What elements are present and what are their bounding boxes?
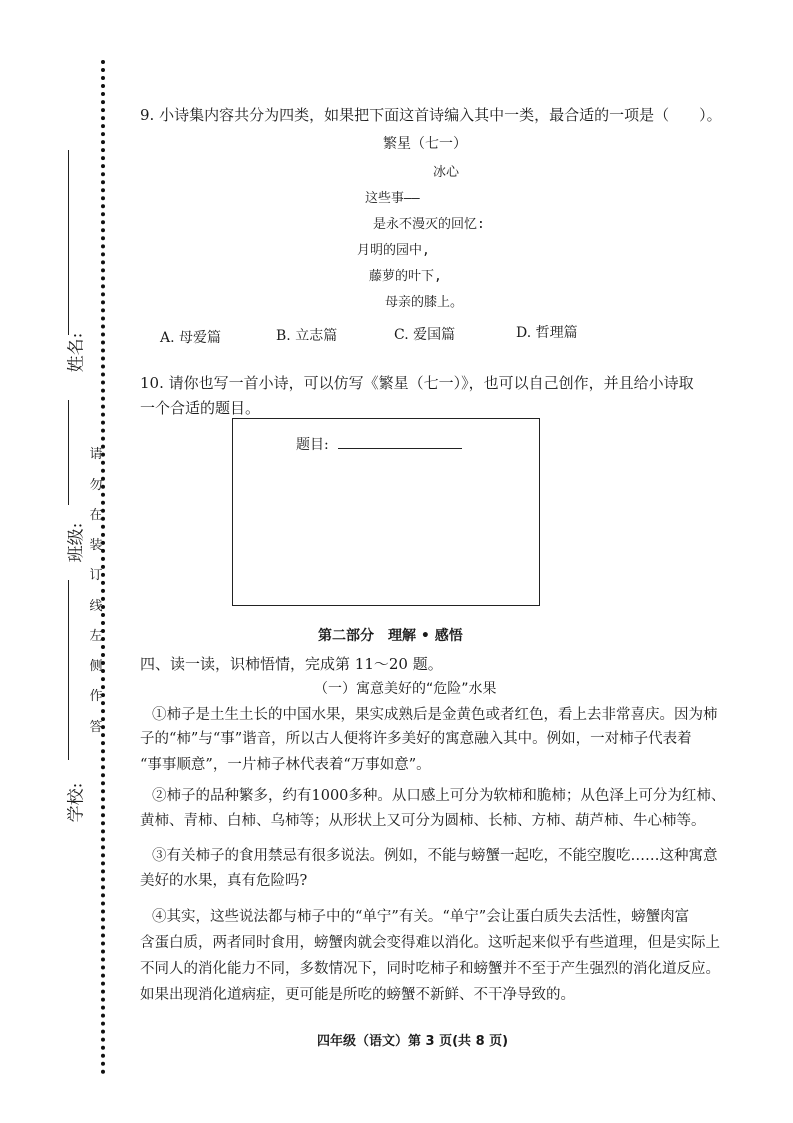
warning-char: 装 bbox=[89, 538, 103, 553]
poem-line: 月明的园中, bbox=[357, 243, 430, 258]
warning-char: 勿 bbox=[89, 478, 103, 493]
page-footer: 四年级（语文）第 3 页(共 8 页) bbox=[317, 1034, 509, 1049]
warning-char: 请 bbox=[89, 447, 103, 462]
poem-title: 繁星（七一） bbox=[383, 136, 467, 152]
part-heading: 第二部分 理解 • 感悟 bbox=[318, 628, 463, 644]
warning-char: 左 bbox=[89, 629, 103, 644]
paragraph-3-line-2: 美好的水果，真有危险吗? bbox=[140, 873, 308, 889]
school-underline bbox=[68, 580, 69, 760]
question-9-prompt: 9. 小诗集内容共分为四类，如果把下面这首诗编入其中一类，最合适的一项是（ ）。 bbox=[140, 106, 722, 124]
paragraph-1-line-1: ①柿子是土生土长的中国水果，果实成熟后是金黄色或者红色，看上去非常喜庆。因为柿 bbox=[152, 707, 718, 723]
option-d: D. 哲理篇 bbox=[516, 325, 578, 341]
poem-line: 母亲的膝上。 bbox=[385, 295, 464, 310]
option-c: C. 爱国篇 bbox=[394, 327, 456, 343]
paragraph-2-line-1: ②柿子的品种繁多，约有1000多种。从口感上可分为软柿和脆柿；从色泽上可分为红柿、 bbox=[152, 788, 726, 804]
question-10-prompt-line1: 10. 请你也写一首小诗，可以仿写《繁星（七一）》，也可以自己创作，并且给小诗取 bbox=[140, 374, 694, 392]
warning-char: 答 bbox=[89, 720, 103, 735]
class-underline bbox=[68, 400, 69, 505]
paragraph-3-line-1: ③有关柿子的食用禁忌有很多说法。例如，不能与螃蟹一起吃，不能空腹吃……这种寓意 bbox=[152, 848, 718, 864]
name-label: 姓名: bbox=[66, 332, 87, 373]
paragraph-4-line-1: ④其实，这些说法都与柿子中的“单宁”有关。“单宁”会让蛋白质失去活性，螃蟹肉富 bbox=[152, 909, 690, 925]
section-title: 四、读一读，识柿悟情，完成第 11～20 题。 bbox=[140, 655, 443, 673]
passage-title: （一）寓意美好的“危险”水果 bbox=[314, 681, 497, 697]
poem-line: 这些事—— bbox=[365, 191, 420, 206]
option-b: B. 立志篇 bbox=[276, 328, 338, 344]
poem-writing-box bbox=[232, 418, 540, 606]
paragraph-1-line-2: 子的“柿”与“事”谐音，所以古人便将许多美好的寓意融入其中。例如，一对柿子代表着 bbox=[140, 731, 692, 747]
paragraph-1-line-3: “事事顺意”，一片柿子林代表着“万事如意”。 bbox=[140, 757, 431, 773]
warning-char: 订 bbox=[89, 568, 103, 583]
paragraph-4-line-3: 不同人的消化能力不同，多数情况下，同时吃柿子和螃蟹并不至于产生强烈的消化道反应。 bbox=[140, 961, 720, 977]
warning-char: 在 bbox=[89, 508, 103, 523]
poem-title-blank bbox=[338, 448, 462, 449]
class-label: 班级: bbox=[66, 522, 87, 563]
paragraph-4-line-2: 含蛋白质，两者同时食用，螃蟹肉就会变得难以消化。这听起来似乎有些道理，但是实际上 bbox=[140, 935, 720, 951]
paragraph-2-line-2: 黄柿、青柿、白柿、乌柿等；从形状上又可分为圆柿、长柿、方柿、葫芦柿、牛心柿等。 bbox=[140, 813, 706, 829]
poem-line: 藤萝的叶下, bbox=[369, 269, 442, 284]
poem-line: 是永不漫灭的回忆: bbox=[373, 217, 485, 232]
poem-author: 冰心 bbox=[433, 165, 460, 180]
question-10-prompt-line2: 一个合适的题目。 bbox=[140, 399, 261, 417]
school-label: 学校: bbox=[66, 782, 87, 823]
warning-char: 线 bbox=[89, 599, 103, 614]
warning-char: 作 bbox=[89, 689, 103, 704]
paragraph-4-line-4: 如果出现消化道病症，更可能是所吃的螃蟹不新鲜、不干净导致的。 bbox=[140, 987, 575, 1003]
name-underline bbox=[68, 150, 69, 335]
warning-char: 侧 bbox=[89, 659, 103, 674]
option-a: A. 母爱篇 bbox=[160, 330, 222, 346]
poem-title-label: 题目: bbox=[296, 437, 329, 453]
